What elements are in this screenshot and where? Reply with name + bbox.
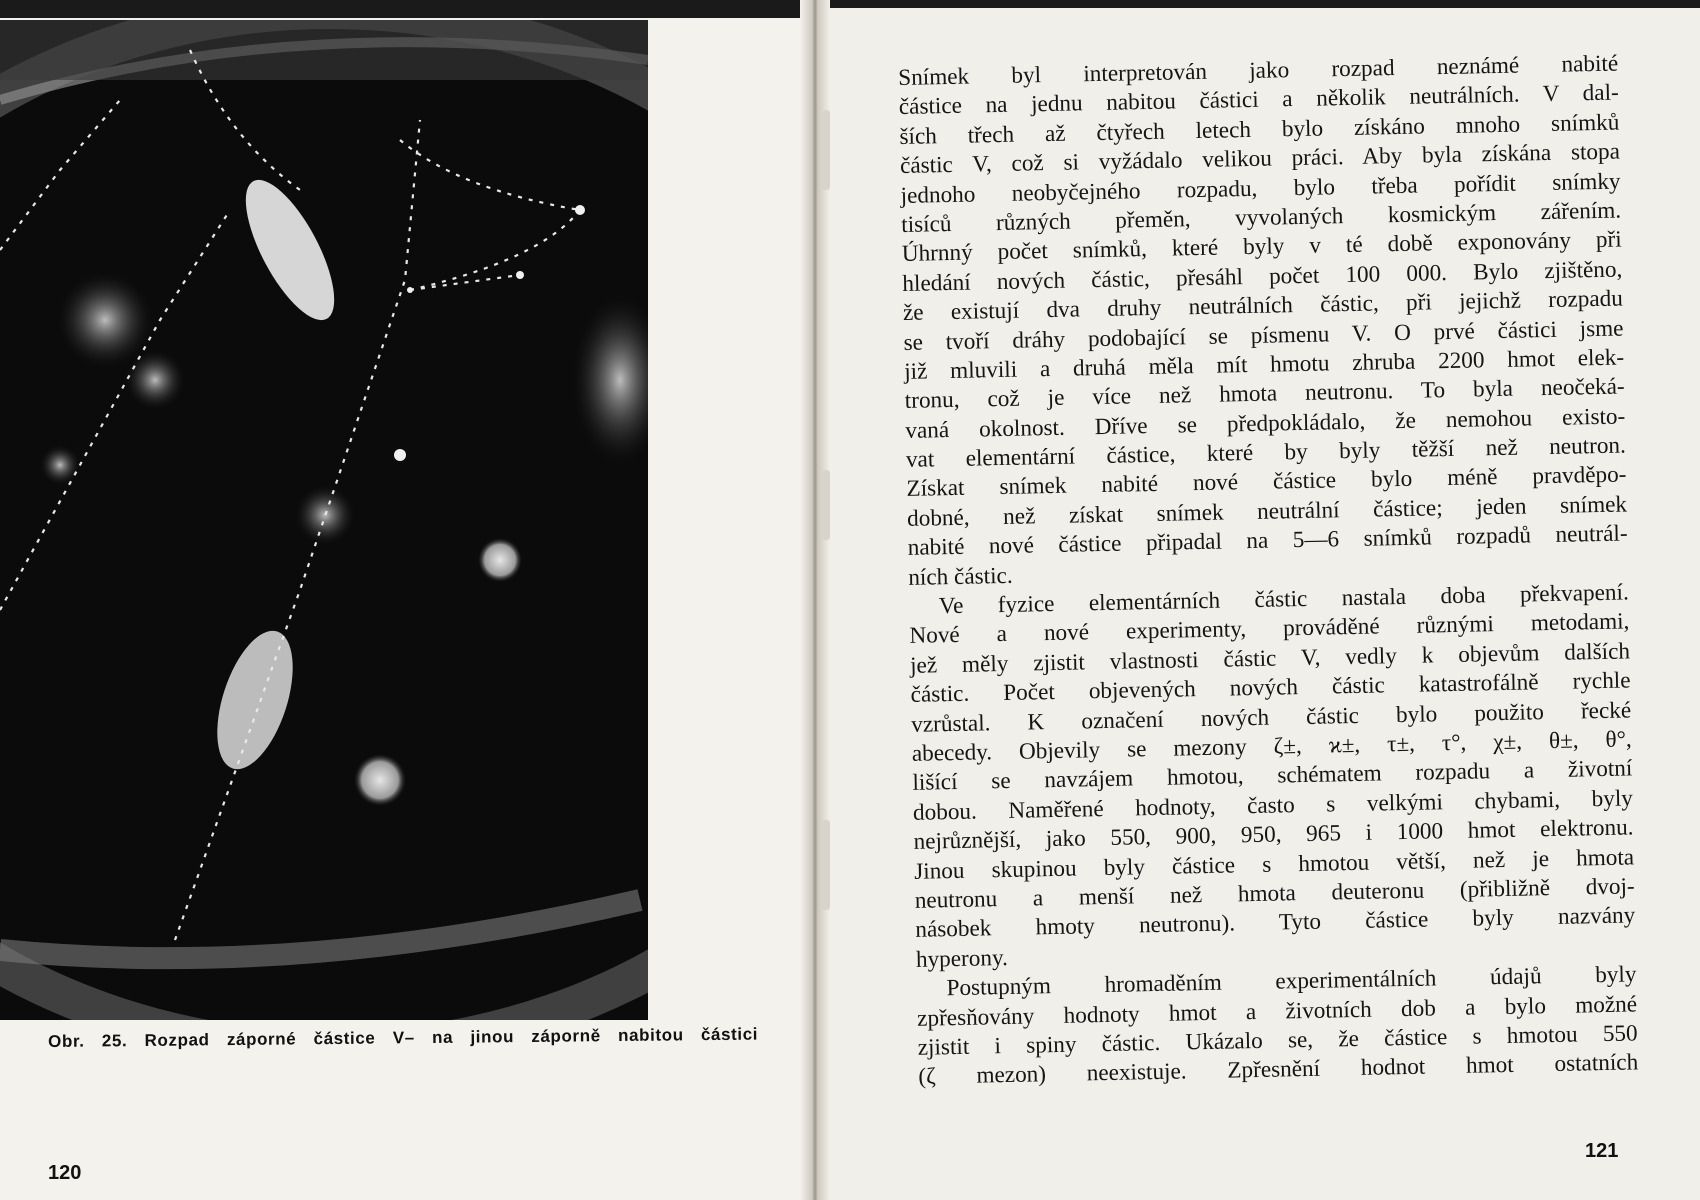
text-line: násobek hmoty neutronu). Tyto částice byly nazvány [915,902,1636,944]
binding-thread [822,110,830,190]
text-line: již mluvili a druhá měla mít hmotu zhruba 2200 hmot elek- [903,344,1625,385]
binding-thread [822,820,830,910]
text-line: hledání nových částic, přesáhl počet 100 000. Bylo zjištěno, [902,256,1623,297]
text-line: jež měly zjistit vlastnosti částic V, vedly k objevům dalších [909,638,1631,679]
body-text [898,50,1639,1093]
text-line: nejrůznější, jako 550, 900, 950, 965 i 1000 hmot elektronu. [913,814,1634,855]
right-page-number: 121 [1585,1140,1619,1162]
cloud-chamber-illustration [0,20,648,1020]
text-line: tisíců různých přeměn, vyvolaných kosmickým zářením. [900,197,1622,238]
text-line: Postupným hromaděním experimentálních údajů byly [946,961,1637,1002]
text-line: Úhrnný počet snímků, které byly v té době exponovány při [901,226,1622,268]
text-line: neutronu a menší než hmota deuteronu (přibližně dvoj- [914,873,1635,914]
text-line: zpřesňovány hodnoty hmot a životních dob a bylo možné [916,990,1638,1032]
text-line: že existují dva druhy neutrálních částic, při jejichž rozpadu [902,285,1624,327]
text-line: se tvoří dráhy podobající se písmenu V. O prvé částici jsme [903,315,1624,356]
figure-caption: Obr. 25. Rozpad záporné částice V– na jinou záporně nabitou částici [48,1024,759,1051]
text-line: Jinou skupinou byly částice s hmotou větší, než je hmota [913,843,1635,885]
text-line: lišící se navzájem hmotou, schématem rozpadu a životní [912,755,1633,797]
text-line: Nové a nové experimenty, prováděné různými metodami, [909,608,1630,650]
text-line: vaná okolnost. Dříve se předpokládalo, že nemohou existo- [905,403,1626,444]
binding-thread [822,470,830,540]
text-line: vzrůstal. K označení nových částic bylo použito řecké [910,697,1632,738]
text-line: Ve fyzice elementárních částic nastala doba překvapení. [938,579,1630,620]
text-line: částic V, což si vyžádalo velikou práci. Aby byla získána stopa [899,138,1621,180]
text-line: nabité nové částice připadal na 5—6 snímků rozpadů neutrál- [907,520,1628,562]
text-line: zjistit i spiny částic. Ukázalo se, že částice s hmotou 550 [917,1020,1638,1061]
text-line: Získat snímek nabité nové částice bylo méně pravděpo- [906,461,1627,503]
text-line: (ζ mezon) neexistuje. Zpřesnění hodnot hmot ostatních [918,1049,1639,1091]
text-line: vat elementární částice, které by byly těžší než neutron. [905,432,1627,473]
text-line: Snímek byl interpretován jako rozpad neznámé nabité [898,50,1619,91]
text-line: hyperony. [915,944,1009,973]
text-line: abecedy. Objevily se mezony ζ±, ϰ±, τ±, τ°, χ±, θ±, θ°, [911,726,1632,767]
text-line: tronu, což je více než hmota neutronu. To byla neočeká- [904,373,1625,415]
text-line: částice na jednu nabitou částici a několik neutrálních. V dal- [898,79,1619,121]
cloud-chamber-photo [0,20,648,1020]
text-line: dobné, než získat snímek neutrální částice; jeden snímek [906,491,1628,532]
text-line: částic. Počet objevených nových částic katastrofálně rychle [910,667,1631,709]
text-line: jednoho neobyčejného rozpadu, bylo třeba pořídit snímky [900,168,1621,209]
text-line: ních částic. [908,562,1013,591]
text-line: ších třech až čtyřech letech bylo získáno mnoho snímků [899,109,1620,150]
left-page-number: 120 [48,1162,82,1184]
text-line: dobou. Naměřené hodnoty, často s velkými chybami, byly [912,785,1634,826]
